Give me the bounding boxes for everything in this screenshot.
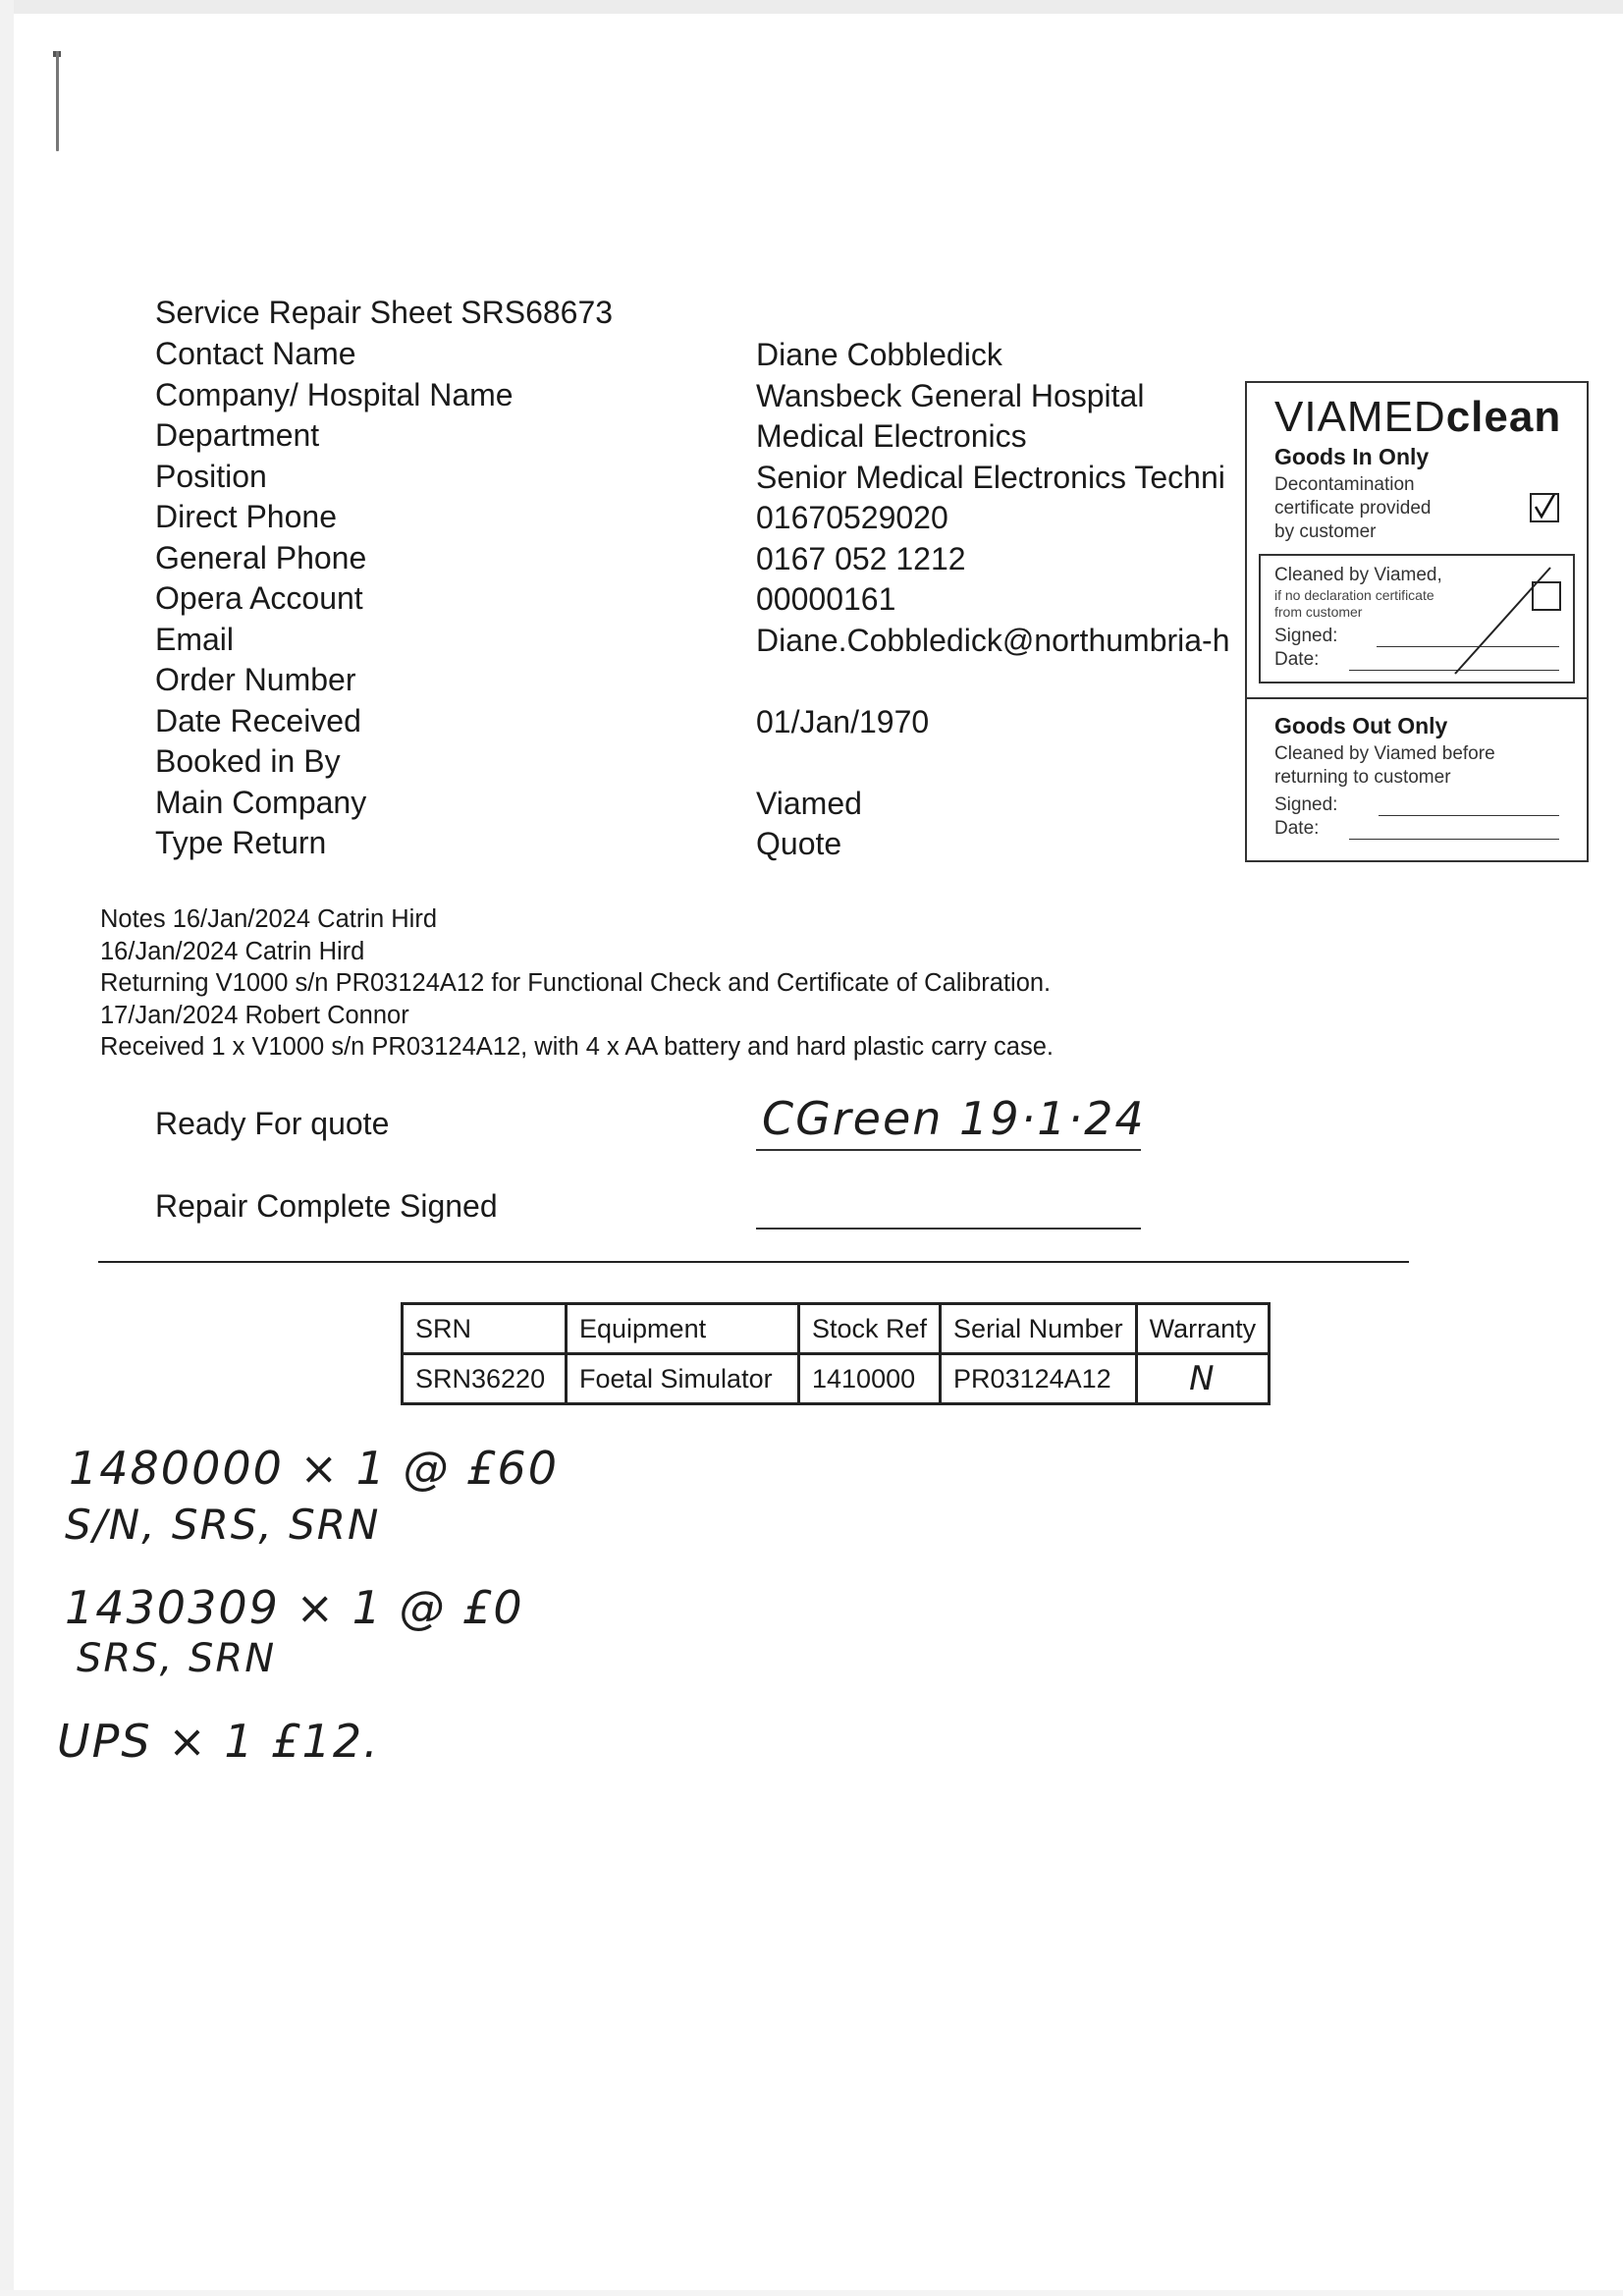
signed-label: Signed:	[1274, 626, 1338, 646]
sheet-title: Service Repair Sheet SRS68673	[155, 295, 614, 330]
value-company: Wansbeck General Hospital	[756, 377, 1145, 413]
repair-complete-label: Repair Complete Signed	[155, 1188, 498, 1224]
viamed-clean-box	[1245, 381, 1589, 862]
notes-line: 16/Jan/2024 Catrin Hird	[100, 937, 365, 965]
handwritten-note: 1480000 × 1 @ £60	[69, 1442, 559, 1495]
date-label: Date:	[1274, 649, 1320, 670]
cell-srn: SRN36220	[403, 1354, 567, 1404]
label-company: Company/ Hospital Name	[155, 376, 514, 412]
value-department: Medical Electronics	[756, 418, 1027, 454]
value-booked-in-by	[756, 742, 1247, 784]
value-contact-name: Diane Cobbledick	[756, 337, 1002, 372]
header-warranty: Warranty	[1136, 1304, 1270, 1354]
cell-stock-ref: 1410000	[799, 1354, 941, 1404]
date-line-2	[1349, 839, 1559, 840]
goods-in-line: Decontamination	[1274, 474, 1415, 495]
notes-line: 17/Jan/2024 Robert Connor	[100, 1001, 409, 1029]
logo-text-bold: clean	[1445, 393, 1562, 441]
goods-in-text	[1274, 473, 1431, 544]
header-srn: SRN	[403, 1304, 567, 1354]
value-main-company: Viamed	[756, 785, 862, 821]
value-opera-account: 00000161	[756, 581, 896, 617]
pen-stroke-mark	[1447, 564, 1555, 678]
label-contact-name: Contact Name	[155, 336, 356, 371]
label-date-received: Date Received	[155, 702, 361, 738]
ready-for-quote-label: Ready For quote	[155, 1106, 390, 1141]
value-type-return: Quote	[756, 826, 842, 861]
cleaned-small-text	[1274, 587, 1434, 621]
signed-label-2: Signed:	[1274, 794, 1338, 815]
staple-mark	[56, 51, 59, 151]
viamed-clean-logo	[1274, 393, 1561, 442]
notes-section	[100, 903, 1054, 1064]
label-order-number: Order Number	[155, 662, 356, 697]
scan-edge-left	[0, 0, 14, 2296]
label-opera-account: Opera Account	[155, 580, 363, 616]
notes-line: Returning V1000 s/n PR03124A12 for Functional Check and Certificate of Calibration.	[100, 969, 1052, 997]
cleaned-small-line: if no declaration certificate	[1274, 587, 1434, 603]
date-label-2: Date:	[1274, 818, 1320, 839]
field-values	[756, 335, 1247, 865]
cell-serial-number: PR03124A12	[941, 1354, 1137, 1404]
cell-equipment: Foetal Simulator	[567, 1354, 799, 1404]
header-stock-ref: Stock Ref	[799, 1304, 941, 1354]
value-general-phone: 0167 052 1212	[756, 540, 966, 576]
scan-edge-bottom	[0, 2290, 1623, 2296]
value-email: Diane.Cobbledick@northumbria-h	[756, 622, 1230, 658]
handwritten-note: UPS × 1 £12.	[57, 1715, 380, 1768]
label-booked-in-by: Booked in By	[155, 743, 341, 779]
ready-signature-handwritten: CGreen 19·1·24	[762, 1092, 1146, 1145]
signed-line-2	[1379, 815, 1559, 816]
cleaned-title: Cleaned by Viamed,	[1274, 565, 1442, 585]
handwritten-note: SRS, SRN	[77, 1636, 277, 1681]
section-divider	[98, 1261, 1409, 1263]
label-direct-phone: Direct Phone	[155, 499, 337, 534]
notes-line: Notes 16/Jan/2024 Catrin Hird	[100, 905, 438, 933]
table-row	[403, 1354, 1270, 1404]
header-serial-number: Serial Number	[941, 1304, 1137, 1354]
cleaned-small-line: from customer	[1274, 604, 1363, 620]
goods-out-line: returning to customer	[1274, 767, 1451, 788]
equipment-table	[401, 1302, 1271, 1405]
goods-out-title: Goods Out Only	[1274, 713, 1448, 738]
label-main-company: Main Company	[155, 784, 367, 820]
label-position: Position	[155, 458, 267, 494]
handwritten-note: S/N, SRS, SRN	[65, 1501, 381, 1549]
logo-text-light: VIAMED	[1274, 393, 1446, 441]
label-email: Email	[155, 621, 235, 657]
scan-edge-top	[0, 0, 1623, 14]
cell-warranty	[1136, 1354, 1270, 1404]
notes-line: Received 1 x V1000 s/n PR03124A12, with 4 x AA battery and hard plastic carry case.	[100, 1033, 1054, 1061]
label-general-phone: General Phone	[155, 539, 367, 575]
handwritten-note: 1430309 × 1 @ £0	[65, 1581, 524, 1634]
box-separator	[1247, 697, 1587, 699]
label-department: Department	[155, 417, 320, 453]
goods-in-title: Goods In Only	[1274, 444, 1430, 469]
goods-out-text	[1274, 742, 1495, 790]
warranty-handwritten: N	[1189, 1359, 1217, 1398]
value-direct-phone: 01670529020	[756, 500, 948, 535]
header-equipment: Equipment	[567, 1304, 799, 1354]
value-date-received: 01/Jan/1970	[756, 703, 930, 739]
cleaned-by-viamed-box	[1259, 554, 1575, 683]
goods-in-line: certificate provided	[1274, 498, 1432, 519]
table-header-row	[403, 1304, 1270, 1354]
goods-in-line: by customer	[1274, 521, 1377, 542]
goods-out-line: Cleaned by Viamed before	[1274, 743, 1495, 764]
label-type-return: Type Return	[155, 825, 327, 860]
field-labels	[155, 334, 514, 864]
repair-complete-line	[756, 1228, 1141, 1230]
decontamination-checkbox[interactable]	[1530, 493, 1559, 522]
check-icon	[1532, 495, 1557, 520]
ready-signature-line	[756, 1149, 1141, 1151]
value-order-number	[756, 661, 1247, 702]
value-position: Senior Medical Electronics Techni	[756, 459, 1225, 495]
